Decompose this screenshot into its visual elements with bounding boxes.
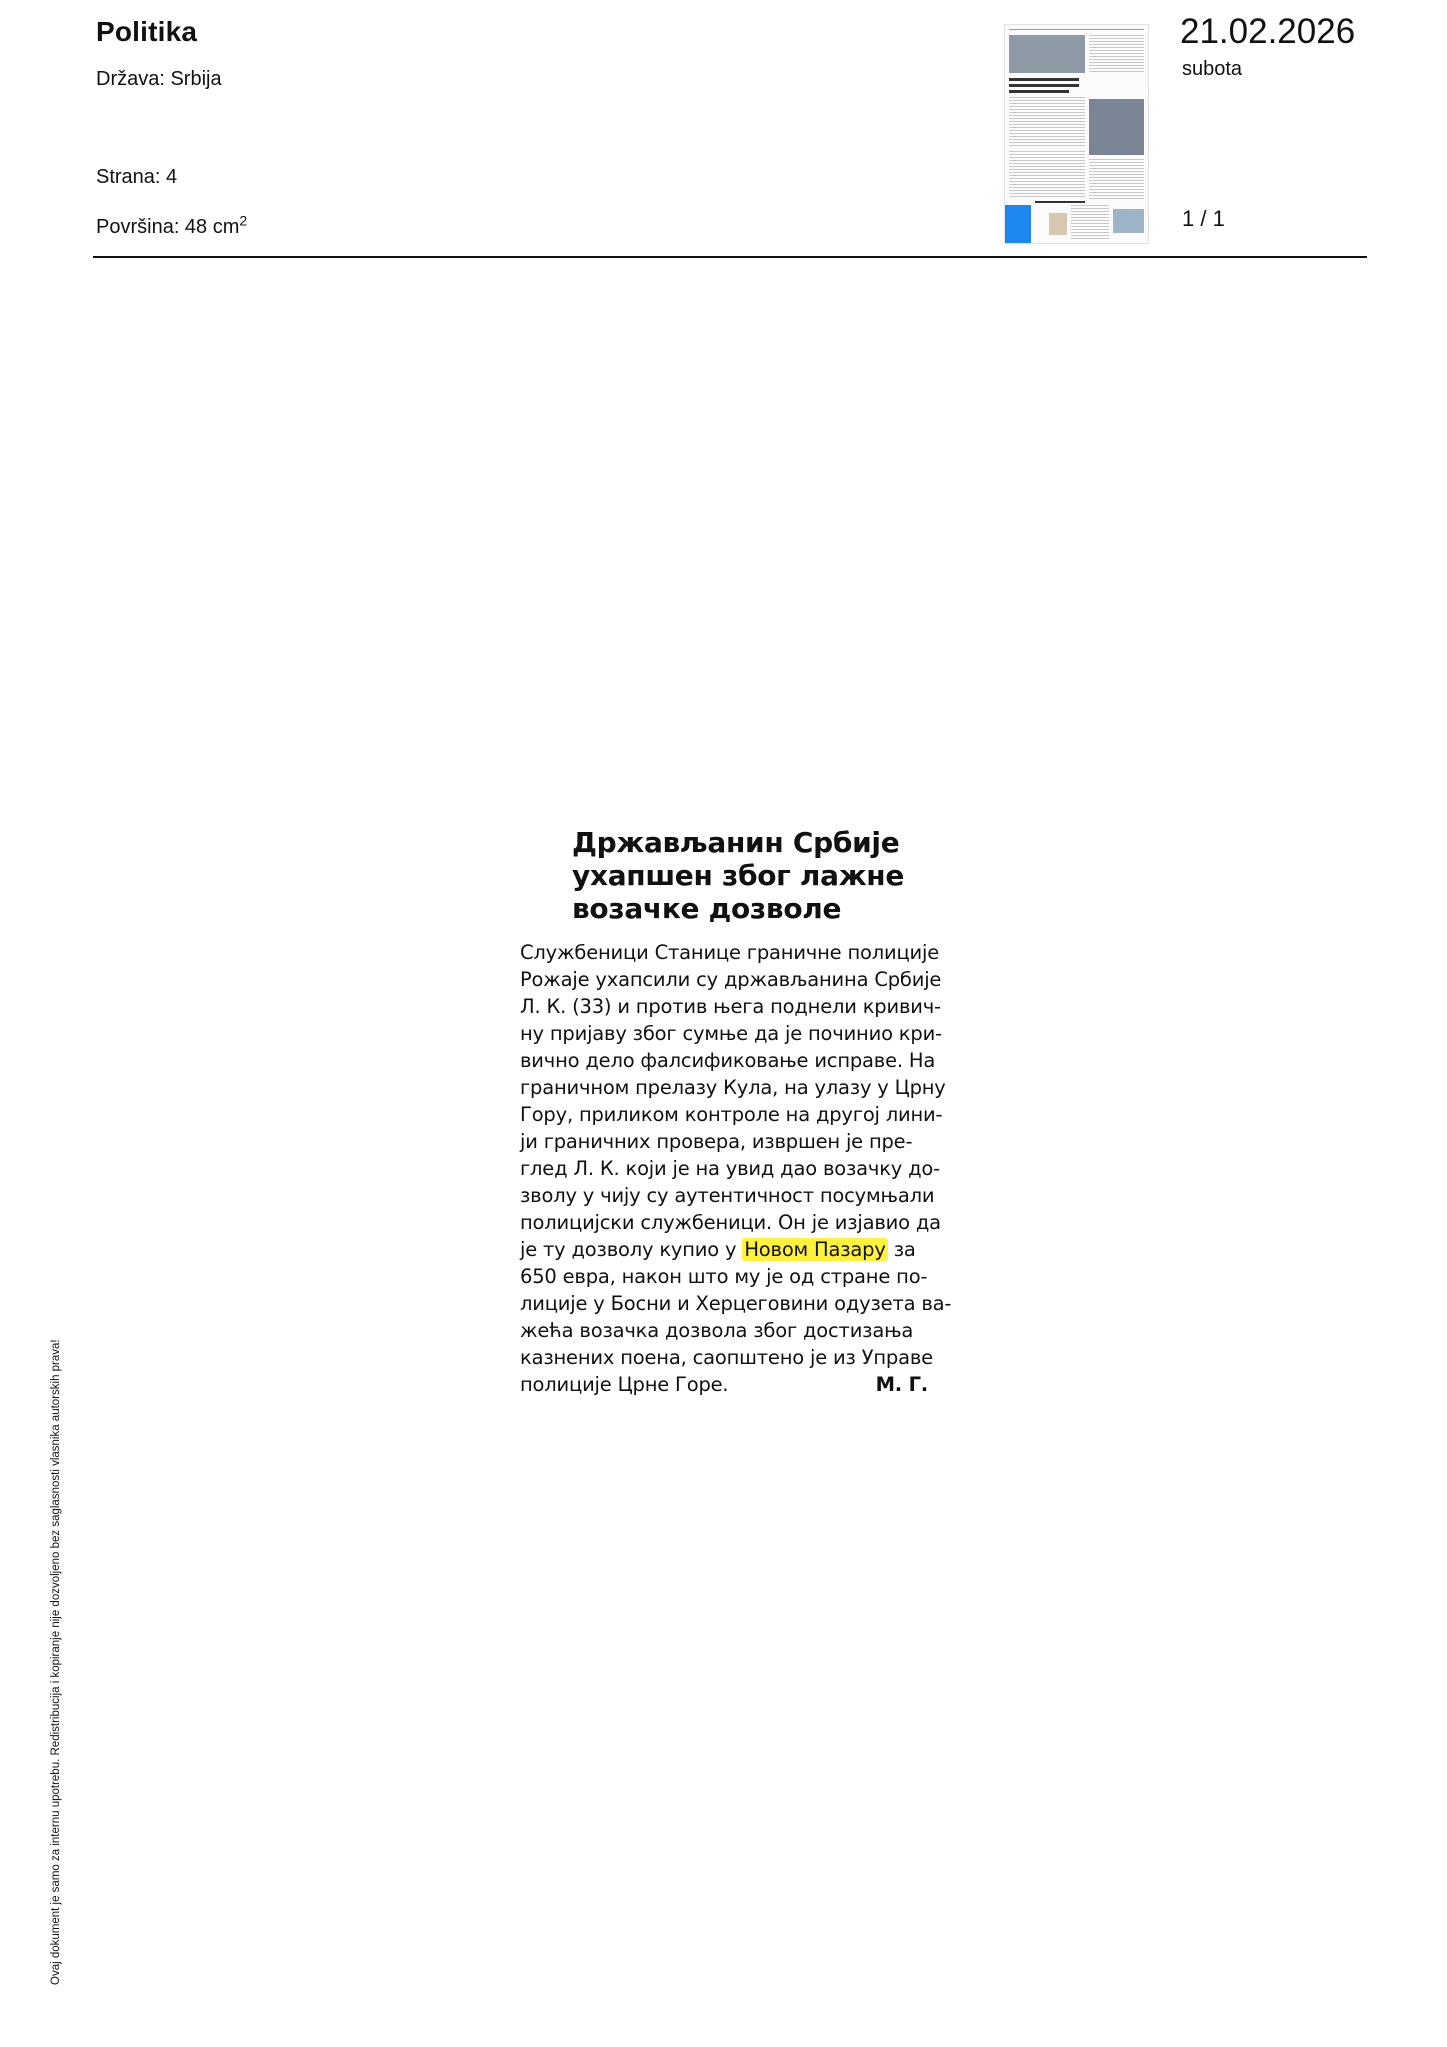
body-text-after: за	[887, 1238, 916, 1261]
thumb-headline	[1035, 201, 1085, 203]
thumb-mark	[1009, 29, 1144, 30]
area-value: Površina: 48 cm	[96, 216, 240, 238]
thumb-headline	[1009, 84, 1079, 87]
page-thumbnail[interactable]	[1004, 24, 1149, 244]
thumb-text	[1089, 159, 1144, 199]
body-line: Л. К. (33) и против њега поднели кривич-	[520, 995, 941, 1018]
body-line: Рожаје ухапсили су држављанина Србије	[520, 968, 942, 991]
thumb-photo	[1089, 99, 1144, 155]
byline: М. Г.	[875, 1373, 928, 1396]
page-label: Strana: 4	[96, 166, 178, 188]
thumb-photo	[1113, 209, 1144, 233]
body-line: Гору, приликом контроле на другој лини-	[520, 1103, 943, 1126]
body-line: глед Л. К. који је на увид дао возачку до-	[520, 1157, 940, 1180]
body-line: Службеници Станице граничне полиције	[520, 941, 940, 964]
body-line: казнених поена, саопштено је из Управе	[520, 1346, 933, 1369]
body-line: зволу у чију су аутентичност посумњали	[520, 1184, 935, 1207]
thumb-headline	[1009, 90, 1069, 93]
copyright-note: Ovaj dokument je samo za internu upotrebu. Redistribucija i kopiranje nije dozvoljeno bez saglasnosti vlasnika autorskih prava!	[50, 1339, 62, 1985]
body-last-text: полиције Црне Горе.	[520, 1373, 729, 1396]
body-line-last	[520, 1371, 940, 1398]
thumb-text	[1009, 97, 1085, 147]
date: 21.02.2026	[1180, 12, 1356, 51]
thumb-text	[1089, 35, 1144, 73]
header-divider	[93, 256, 1367, 258]
body-line: лиције у Босни и Херцеговини одузета ва-	[520, 1292, 952, 1315]
body-line: 650 евра, након што му је од стране по-	[520, 1265, 928, 1288]
thumb-photo	[1009, 35, 1085, 73]
thumb-text	[1009, 151, 1085, 197]
highlighted-term: Новом Пазару	[744, 1238, 886, 1261]
body-line: ји граничних провера, извршен је пре-	[520, 1130, 913, 1153]
article	[520, 826, 952, 1398]
body-line: ну пријаву због сумње да је починио кри-	[520, 1022, 942, 1045]
area-unit-exponent: 2	[239, 212, 248, 229]
article-body	[520, 939, 952, 1398]
body-line-highlighted	[520, 1236, 940, 1263]
page-count: 1 / 1	[1182, 206, 1225, 231]
area-label	[96, 212, 248, 239]
headline-line: возачке дозволе	[572, 892, 842, 925]
headline-line: ухапшен због лажне	[572, 859, 905, 892]
body-text-before: је ту дозволу купио у	[520, 1238, 743, 1261]
body-line: граничном прелазу Кула, на улазу у Црну	[520, 1076, 946, 1099]
article-headline	[572, 826, 940, 925]
thumb-blue-box	[1005, 205, 1031, 243]
body-line: полицијски службеници. Он је изјавио да	[520, 1211, 941, 1234]
headline-line: Држављанин Србије	[572, 826, 900, 859]
country-label: Država: Srbija	[96, 68, 222, 90]
publication-title: Politika	[96, 16, 198, 47]
thumb-text	[1071, 205, 1109, 241]
thumb-photo	[1049, 213, 1067, 235]
body-line: вично дело фалсификовање исправе. На	[520, 1049, 936, 1072]
thumb-headline	[1009, 78, 1079, 81]
weekday: subota	[1182, 58, 1243, 80]
body-line: жећа возачка дозвола због достизања	[520, 1319, 914, 1342]
